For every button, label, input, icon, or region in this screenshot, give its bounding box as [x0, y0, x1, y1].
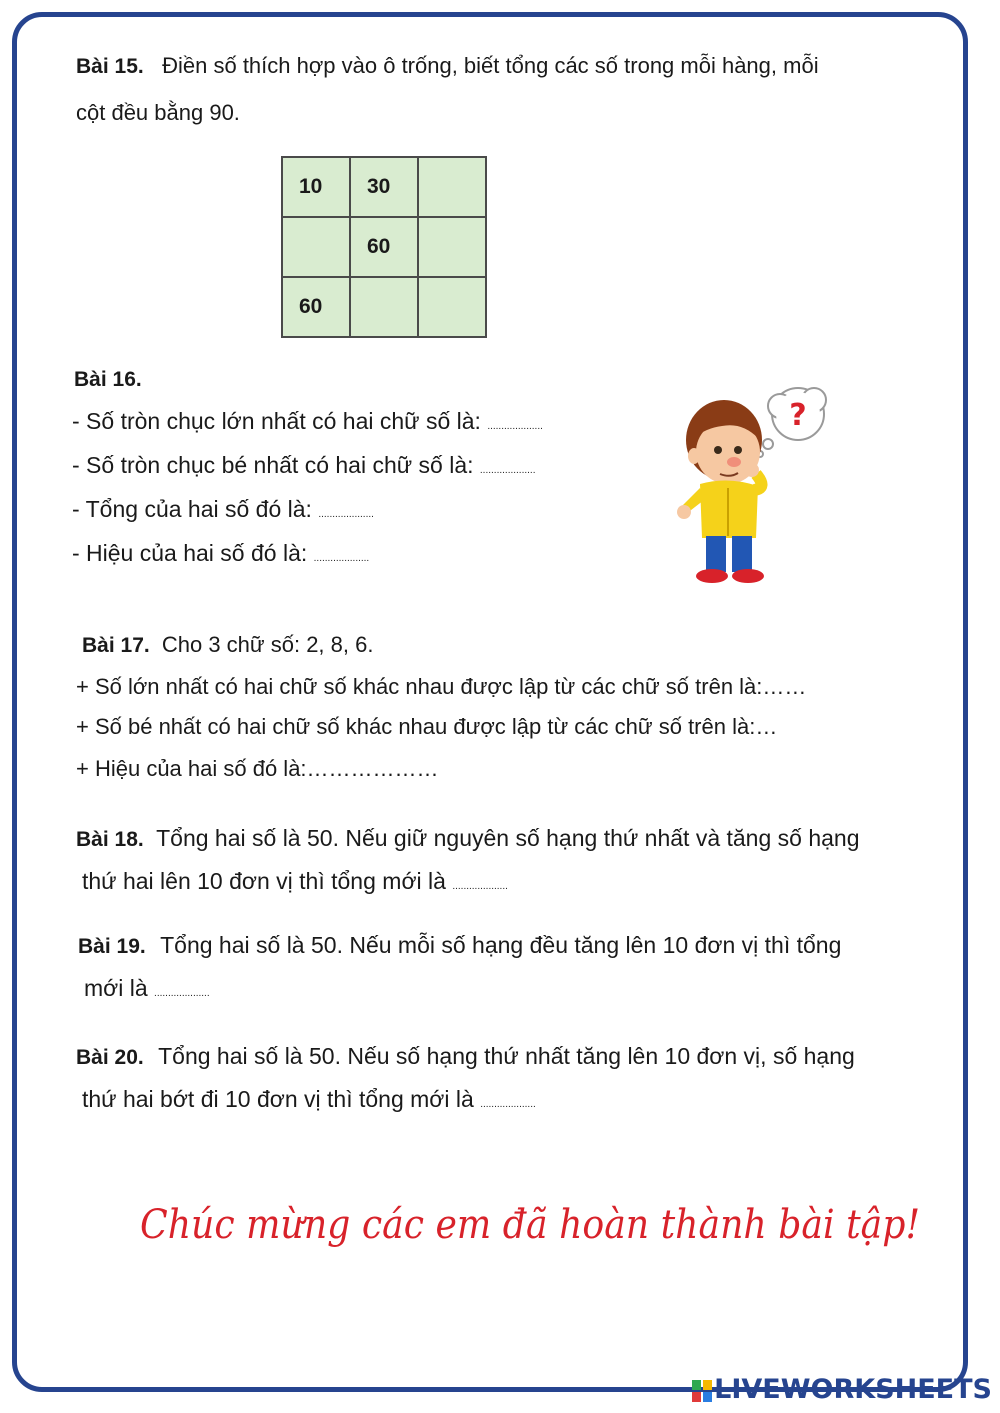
bai20-text1: Tổng hai số là 50. Nếu số hạng thứ nhất tăng lên 10 đơn vị, số hạng	[158, 1043, 855, 1069]
bai18-text2: thứ hai lên 10 đơn vị thì tổng mới là	[82, 868, 446, 894]
bai20-line2	[82, 1086, 536, 1113]
liveworksheets-brand-text: LIVEWORKSHEETS	[714, 1374, 992, 1405]
thinking-boy-illustration	[672, 378, 832, 588]
bai20-title: Bài 20.	[76, 1046, 144, 1069]
bai15-text2: cột đều bằng 90.	[76, 100, 240, 125]
bai16-item	[72, 408, 543, 435]
bai16-item-text: - Số tròn chục lớn nhất có hai chữ số là:	[72, 408, 481, 434]
bai15-text1: Điền số thích hợp vào ô trống, biết tổng các số trong mỗi hàng, mỗi	[162, 53, 819, 78]
bai17-header	[82, 632, 373, 658]
bai17-intro: Cho 3 chữ số: 2, 8, 6.	[161, 632, 374, 657]
bai17-title: Bài 17.	[82, 634, 150, 657]
bai15-line1	[76, 52, 819, 79]
bai16-item-text: - Tổng của hai số đó là:	[72, 496, 312, 522]
grid-cell-blank[interactable]	[350, 277, 418, 337]
grid-cell-blank[interactable]	[282, 217, 350, 277]
liveworksheets-icon	[692, 1380, 712, 1402]
bai16-item	[72, 496, 374, 523]
answer-blank[interactable]: ....................	[154, 988, 210, 999]
bai16-item-text: - Hiệu của hai số đó là:	[72, 540, 308, 566]
bai16-item-text: - Số tròn chục bé nhất có hai chữ số là:	[72, 452, 474, 478]
magic-square-grid	[281, 156, 487, 338]
answer-blank[interactable]: ....................	[452, 881, 508, 892]
bai18-title: Bài 18.	[76, 828, 144, 851]
answer-blank[interactable]: ....................	[487, 421, 543, 432]
page-border	[12, 12, 968, 1392]
bai18-text1: Tổng hai số là 50. Nếu giữ nguyên số hạng thứ nhất và tăng số hạng	[156, 825, 860, 851]
grid-cell-blank[interactable]	[418, 277, 486, 337]
bai16-title: Bài 16.	[74, 368, 142, 391]
liveworksheets-logo	[692, 1374, 992, 1405]
answer-blank[interactable]: ....................	[313, 553, 370, 564]
grid-cell-blank[interactable]	[418, 217, 486, 277]
answer-blank[interactable]: ....................	[318, 509, 374, 520]
bai20-line1	[76, 1043, 855, 1070]
grid-cell-blank[interactable]	[418, 157, 486, 217]
congratulations-text: Chúc mừng các em đã hoàn thành bài tập!	[140, 1202, 920, 1248]
answer-blank[interactable]: ....................	[479, 465, 536, 476]
grid-cell: 10	[282, 157, 350, 217]
svg-text:?: ?	[789, 398, 807, 433]
grid-cell: 60	[350, 217, 418, 277]
answer-blank[interactable]: ....................	[480, 1099, 536, 1110]
bai18-line1	[76, 825, 860, 852]
grid-cell: 60	[282, 277, 350, 337]
bai19-text2: mới là	[84, 975, 148, 1001]
congratulations-message	[140, 1188, 930, 1278]
bai16-item	[72, 540, 369, 567]
bai16-item	[72, 452, 535, 479]
thought-bubble-icon	[757, 388, 826, 457]
bai17-item: + Số bé nhất có hai chữ số khác nhau được lập từ các chữ số trên là:…	[76, 714, 778, 739]
bai19-text1: Tổng hai số là 50. Nếu mỗi số hạng đều tăng lên 10 đơn vị thì tổng	[160, 932, 842, 958]
bai18-line2	[82, 868, 508, 895]
bai19-line2	[84, 975, 210, 1002]
bai19-title: Bài 19.	[78, 935, 146, 958]
bai17-item: + Hiệu của hai số đó là:………………	[76, 756, 439, 781]
bai15-title: Bài 15.	[76, 55, 144, 78]
bai19-line1	[78, 932, 841, 959]
grid-cell: 30	[350, 157, 418, 217]
bai17-item: + Số lớn nhất có hai chữ số khác nhau được lập từ các chữ số trên là:……	[76, 674, 807, 699]
bai20-text2: thứ hai bớt đi 10 đơn vị thì tổng mới là	[82, 1086, 474, 1112]
